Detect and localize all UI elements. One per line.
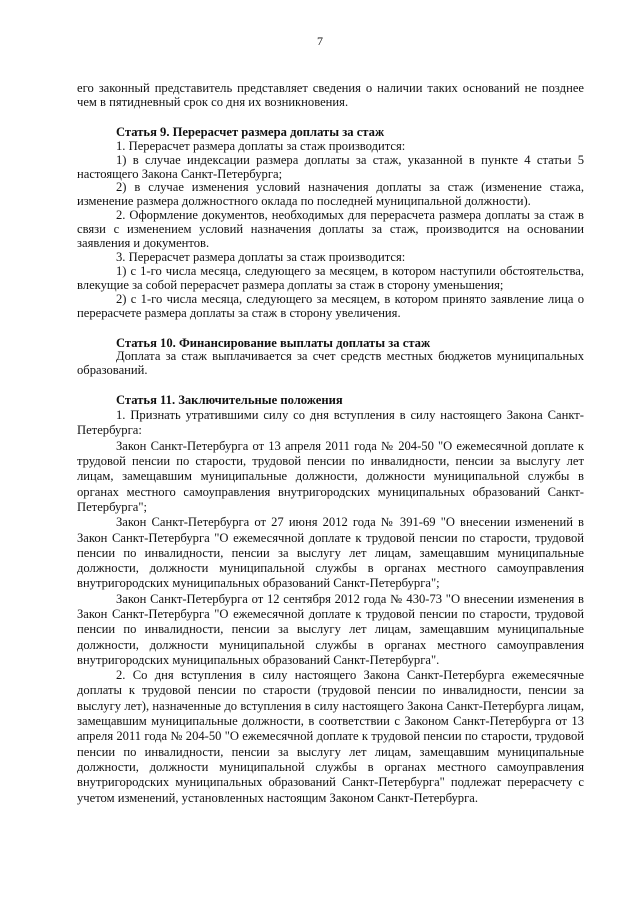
art10-paragraph: Доплата за стаж выплачивается за счет средств местных бюджетов муниципальных образований. (77, 349, 584, 378)
art9-paragraph: 2) с 1-го числа месяца, следующего за месяцем, в котором принято заявление лица о перерасчете размера доплаты за стаж в сторону увеличения. (77, 291, 584, 320)
page-number: 7 (317, 34, 323, 48)
art11-paragraph: Закон Санкт-Петербурга от 12 сентября 2012 года № 430-73 "О внесении изменения в Закон Санкт-Петербурга "О ежемесячной доплате к трудовой пенсии по старости, трудовой пенсии по инвалидности, пенсии за выслугу лет лицам, замещавшим муниципальные должности, должности муниципальной службы в органах местного самоуправления внутригородских муниципальных образований Санкт-Петербурга". (77, 591, 584, 667)
art11-paragraph: Закон Санкт-Петербурга от 27 июня 2012 года № 391-69 "О внесении изменений в Закон Санкт-Петербурга "О ежемесячной доплате к трудовой пенсии по старости, трудовой пенсии по инвалидности, пенсии за выслугу лет лицам, замещавшим муниципальные должности, должности муниципальной службы в органах местного самоуправления внутригородских муниципальных образований Санкт-Петербурга"; (77, 515, 584, 591)
article-11-heading: Статья 11. Заключительные положения (116, 393, 343, 408)
art11-paragraph: 1. Признать утратившими силу со дня вступления в силу настоящего Закона Санкт-Петербурга: (77, 408, 584, 438)
art9-paragraph: 1) в случае индексации размера доплаты за стаж, указанной в пункте 4 статьи 5 настоящего Закона Санкт-Петербурга; (77, 152, 584, 181)
art9-paragraph: 2) в случае изменения условий назначения доплаты за стаж (изменение стажа, изменение размера должностного оклада по последней муниципальной должности). (77, 180, 584, 209)
document-body (77, 82, 584, 806)
art9-paragraph: 2. Оформление документов, необходимых для перерасчета размера доплаты за стаж в связи с изменением условий назначения доплаты за стаж, производится на основании заявления и документов. (77, 208, 584, 251)
art9-paragraph: 3. Перерасчет размера доплаты за стаж производится: (116, 249, 406, 264)
art9-paragraph: 1. Перерасчет размера доплаты за стаж производится: (116, 138, 406, 153)
art11-paragraph: Закон Санкт-Петербурга от 13 апреля 2011 года № 204-50 "О ежемесячной доплате к трудовой пенсии по старости, трудовой пенсии по инвалидности, пенсии за выслугу лет лицам, замещавшим муниципальные должности, должности муниципальной службы в органах местного самоуправления внутригородских муниципальных образований Санкт-Петербурга"; (77, 438, 584, 514)
art11-paragraph: 2. Со дня вступления в силу настоящего Закона Санкт-Петербурга ежемесячные доплаты к трудовой пенсии по старости (трудовой пенсии по инвалидности, пенсии за выслугу лет), назначенные до вступления в силу настоящего Закона Санкт-Петербурга лицам, замещавшим муниципальные должности, в соответствии с Законом Санкт-Петербурга от 13 апреля 2011 года № 204-50 "О ежемесячной доплате к трудовой пенсии по старости, трудовой пенсии по инвалидности, пенсии за выслугу лет лицам, замещавшим муниципальные должности, должности муниципальной службы в органах местного самоуправления внутригородских муниципальных образований Санкт-Петербурга" подлежат перерасчету с учетом изменений, установленных настоящим Законом Санкт-Петербурга. (77, 668, 584, 805)
art9-paragraph: 1) с 1-го числа месяца, следующего за месяцем, в котором наступили обстоятельства, влекущие за собой перерасчет размера доплаты за стаж в сторону уменьшения; (77, 263, 584, 292)
article-9-heading: Статья 9. Перерасчет размера доплаты за стаж (116, 124, 385, 139)
article-10-heading: Статья 10. Финансирование выплаты доплаты за стаж (116, 335, 431, 350)
intro-paragraph: его законный представитель представляет сведения о наличии таких оснований не позднее чем в пятидневный срок со дня их возникновения. (77, 81, 584, 109)
